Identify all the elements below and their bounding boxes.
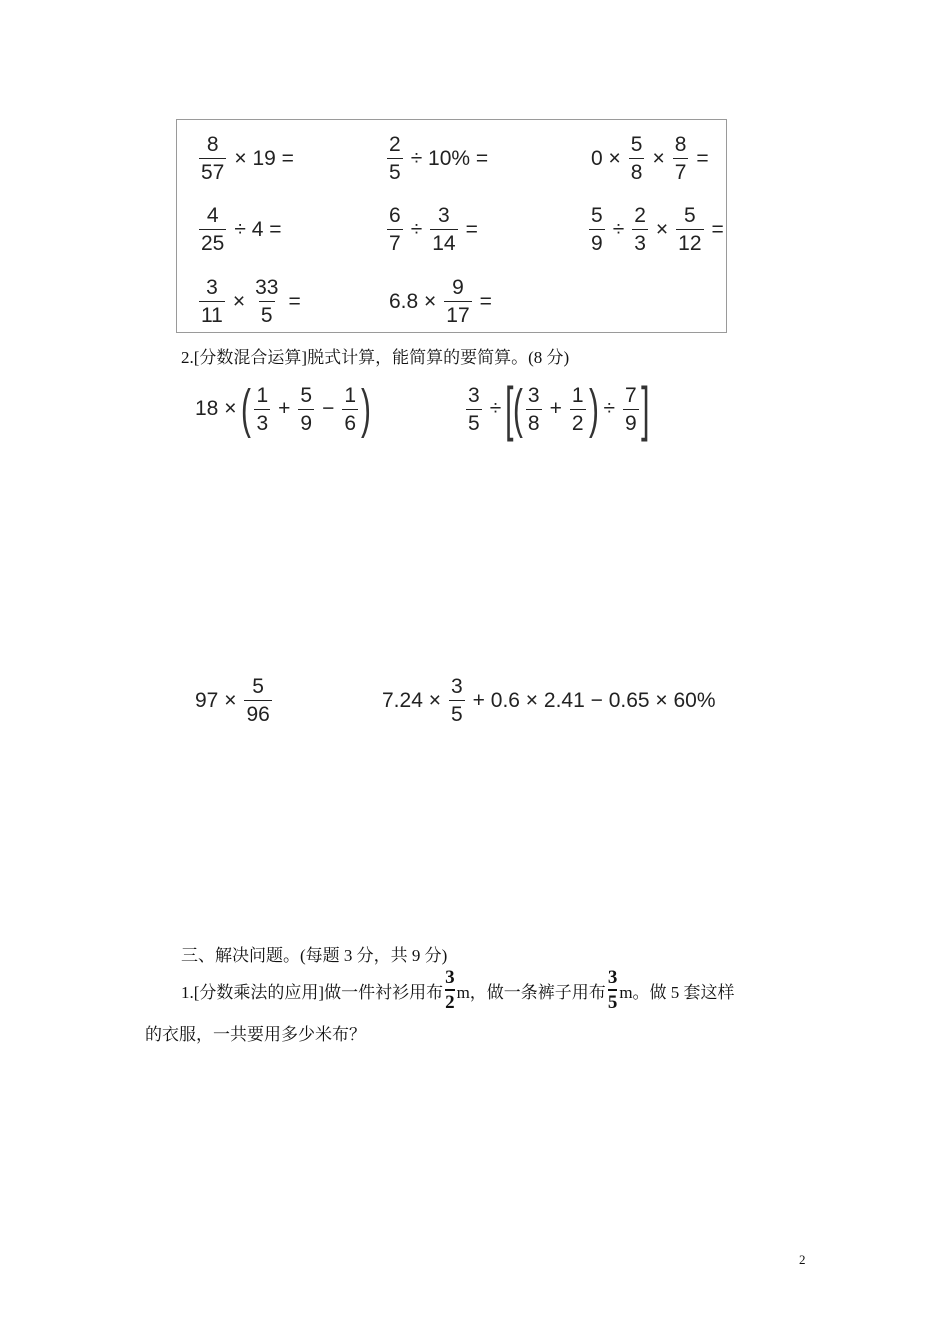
fraction-numerator: 1 — [344, 383, 357, 407]
fraction — [673, 134, 689, 183]
fraction-denominator: 5 — [387, 158, 403, 183]
fraction-denominator: 7 — [673, 158, 689, 183]
fraction — [430, 205, 457, 254]
q2-expr-2 — [463, 375, 650, 442]
fraction-numerator: 8 — [674, 133, 687, 156]
fraction-denominator: 11 — [199, 301, 225, 326]
fraction-numerator: 5 — [252, 675, 264, 698]
fraction — [244, 676, 271, 725]
q2-expr-3 — [190, 676, 275, 725]
fraction-numerator: 9 — [452, 276, 464, 299]
q2-expr-1 — [190, 379, 371, 439]
fraction-numerator: 5 — [684, 204, 696, 227]
q1-text-part2: m，做一条裤子用布 — [456, 982, 606, 1002]
fraction — [342, 385, 358, 434]
section3-q1-line2: 的衣服，一共要用多少米布？ — [145, 1025, 366, 1044]
math-operator: + 0.6 × 2.41 − 0.65 × 60% — [472, 688, 716, 712]
section3-q1-line1 — [181, 968, 735, 1012]
math-operator: 7.24 × — [382, 688, 441, 712]
fraction — [629, 134, 645, 183]
fraction — [444, 277, 471, 326]
fraction — [298, 385, 314, 434]
math-operator: = — [696, 146, 709, 170]
math-operator: ÷ 4 = — [234, 217, 282, 241]
math-operator: ÷ — [410, 217, 423, 241]
fraction — [632, 205, 648, 254]
math-operator: × — [655, 217, 669, 241]
math-operator: − — [322, 397, 335, 420]
math-operator: = — [288, 289, 301, 313]
q1-fraction-shirt-den: 2 — [445, 989, 455, 1012]
oral-expr-2 — [384, 134, 493, 183]
math-operator: = — [711, 217, 724, 241]
parenthesis: ( — [512, 379, 523, 439]
math-operator: ÷ — [612, 217, 625, 241]
fraction-denominator: 2 — [570, 409, 586, 434]
math-operator: 0 × — [591, 146, 621, 170]
fraction-numerator: 1 — [571, 383, 584, 407]
fraction — [589, 205, 605, 254]
math-operator: × — [232, 289, 246, 313]
fraction-numerator: 3 — [206, 276, 218, 299]
q1-fraction-pants-num: 3 — [607, 967, 618, 988]
math-operator: 6.8 × — [389, 289, 437, 313]
fraction — [387, 205, 403, 254]
fraction-numerator: 5 — [591, 204, 603, 227]
fraction — [449, 676, 465, 725]
fraction — [199, 277, 225, 326]
fraction-denominator: 57 — [199, 158, 226, 183]
oral-expr-1 — [196, 134, 299, 183]
math-operator: = — [479, 289, 492, 313]
math-operator: + — [549, 397, 562, 420]
fraction-numerator: 5 — [300, 383, 313, 407]
fraction-numerator: 5 — [630, 133, 643, 156]
q1-fraction-pants — [608, 968, 618, 1012]
q1-fraction-shirt — [445, 968, 455, 1012]
fraction-numerator: 2 — [634, 204, 646, 227]
q1-text-part1: 1.[分数乘法的应用]做一件衬衫用布 — [181, 982, 444, 1002]
fraction-denominator: 9 — [623, 409, 639, 434]
fraction-denominator: 8 — [629, 158, 645, 183]
parenthesis: ) — [588, 379, 599, 439]
fraction-denominator: 17 — [444, 301, 471, 326]
q1-text-part3: m。做 5 套这样 — [619, 982, 735, 1002]
fraction-denominator: 3 — [254, 409, 270, 434]
fraction — [254, 385, 270, 434]
fraction-numerator: 4 — [206, 204, 219, 227]
math-operator: ÷ — [603, 397, 616, 420]
bracket: ] — [640, 375, 650, 442]
fraction — [253, 277, 280, 326]
fraction-denominator: 96 — [244, 700, 271, 725]
fraction-numerator: 33 — [255, 276, 279, 299]
q2-expr-4 — [377, 676, 721, 725]
oral-expr-5 — [384, 205, 483, 254]
math-operator: 18 × — [195, 397, 237, 420]
fraction-denominator: 12 — [676, 229, 703, 254]
math-operator: ÷ — [489, 397, 502, 420]
fraction-numerator: 6 — [389, 204, 401, 227]
fraction-denominator: 14 — [430, 229, 457, 254]
fraction — [526, 385, 542, 434]
oral-expr-4 — [196, 205, 287, 254]
parenthesis: ) — [361, 379, 371, 439]
section3-heading: 三、解决问题。(每题 3 分，共 9 分) — [181, 946, 448, 965]
fraction-denominator: 7 — [387, 229, 403, 254]
math-operator: 97 × — [195, 688, 237, 712]
fraction-denominator: 9 — [589, 229, 605, 254]
q1-fraction-pants-den: 5 — [608, 989, 618, 1012]
fraction-numerator: 7 — [625, 383, 637, 407]
parenthesis: ( — [241, 379, 252, 439]
fraction — [199, 205, 226, 254]
fraction-numerator: 2 — [389, 133, 401, 156]
oral-expr-7 — [196, 277, 306, 326]
math-operator: × 19 = — [234, 146, 294, 170]
fraction-numerator: 3 — [438, 204, 450, 227]
fraction-numerator: 3 — [468, 383, 480, 407]
fraction-denominator: 8 — [526, 409, 542, 434]
fraction-denominator: 9 — [298, 409, 314, 434]
bracket: [ — [505, 375, 514, 442]
fraction-numerator: 3 — [450, 675, 463, 698]
math-operator: ÷ 10% = — [410, 146, 489, 170]
q2-heading: 2.[分数混合运算]脱式计算，能简算的要简算。(8 分) — [181, 348, 570, 367]
math-operator: = — [465, 217, 478, 241]
fraction-denominator: 5 — [259, 301, 275, 326]
math-operator: + — [278, 397, 291, 420]
fraction-denominator: 5 — [449, 700, 465, 725]
fraction-denominator: 3 — [632, 229, 648, 254]
fraction — [570, 385, 586, 434]
fraction-numerator: 3 — [527, 383, 540, 407]
page-number: 2 — [799, 1252, 806, 1267]
oral-expr-3 — [586, 134, 714, 183]
q1-fraction-shirt-num: 3 — [445, 967, 455, 988]
fraction — [623, 385, 639, 434]
fraction-numerator: 8 — [206, 133, 219, 156]
fraction-denominator: 25 — [199, 229, 226, 254]
fraction — [466, 385, 482, 434]
math-operator: × — [652, 146, 665, 170]
oral-expr-6 — [586, 205, 729, 254]
fraction — [387, 134, 403, 183]
fraction — [676, 205, 703, 254]
fraction-numerator: 1 — [256, 383, 269, 407]
oral-expr-8 — [384, 277, 497, 326]
fraction-denominator: 6 — [342, 409, 358, 434]
fraction — [199, 134, 226, 183]
fraction-denominator: 5 — [466, 409, 482, 434]
